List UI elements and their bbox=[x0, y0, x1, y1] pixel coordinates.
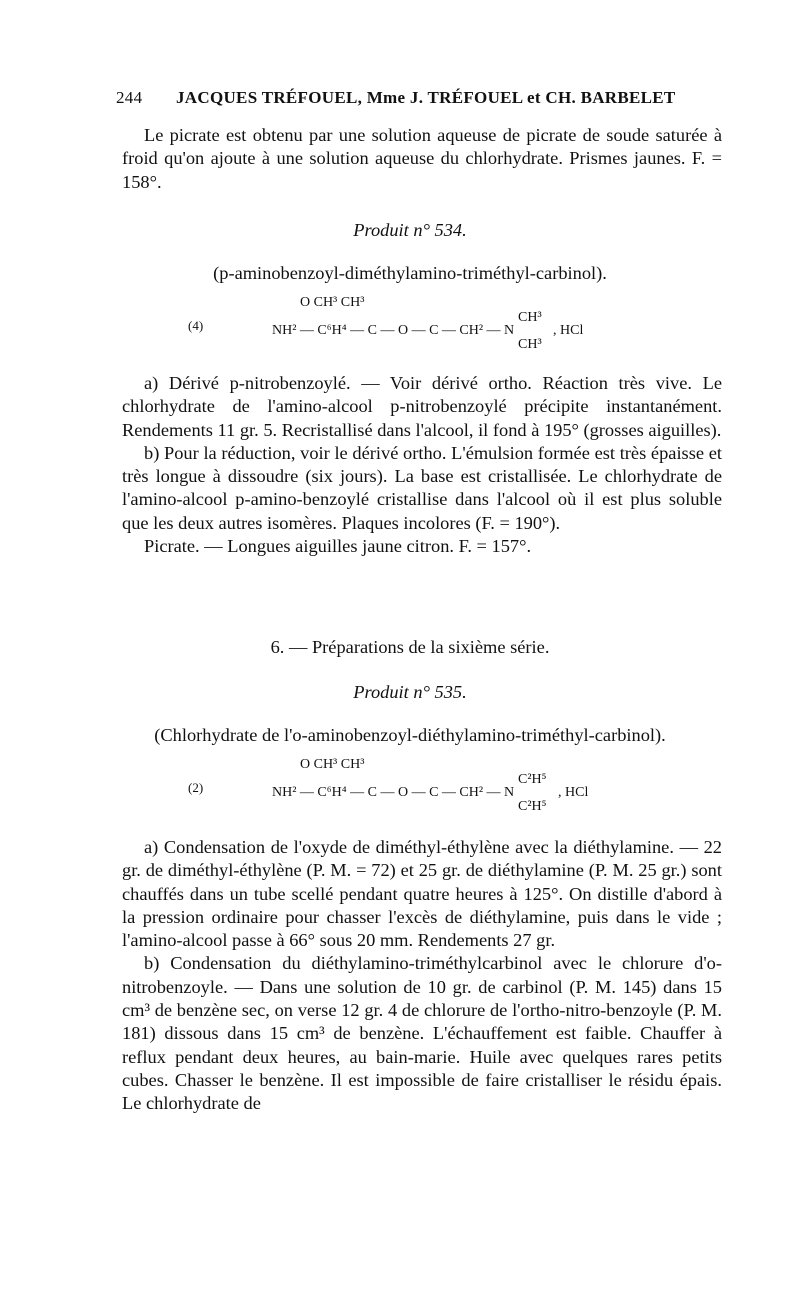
picrate-intro-paragraph: Le picrate est obtenu par une solution aqueuse de picrate de soude saturée à froid qu'on ajoute à une solution aqueuse du chlorhydrate. Prismes jaunes. F. = 158°. bbox=[122, 125, 722, 192]
product-535-para-a: a) Condensation de l'oxyde de diméthyl-éthylène avec la diéthylamine. — 22 gr. de diméthyl-éthylène (P. M. = 72) et 25 gr. de diéthylamine (P. M. 25 gr.) sont chauffés dans un tube scellé pendant quatre heures à 125°. On distille d'abord à la pression ordinaire pour chasser l'excès de diéthylamine, puis dans le vide ; l'amino-alcool passe à 66° sous 20 mm. Rendements 27 gr. bbox=[122, 837, 722, 951]
product-535-para-b: b) Condensation du diéthylamino-triméthylcarbinol avec le chlorure d'o-nitrobenzoyle. — Dans une solution de 10 gr. de carbinol (P. M. 145) dans 15 cm³ de benzène sec, on verse 12 gr. 4 de chlorure de l'ortho-nitro-benzoyle (P. M. 181) dissous dans 15 cm³ de benzène. L'échauffement est faible. Chauffer à reflux pendant deux heures, au bain-marie. Huile avec quelques rares petits cubes. Chasser le benzène. Il est impossible de faire cristalliser le résidu épais. Le chlorhydrate de bbox=[122, 953, 722, 1114]
formula-534-side-bottom: CH³ bbox=[518, 337, 542, 352]
product-534-name: (p-aminobenzoyl-diméthylamino-triméthyl-carbinol). bbox=[213, 263, 607, 283]
product-534-heading: Produit n° 534. bbox=[353, 220, 467, 240]
section-6-heading: 6. — Préparations de la sixième série. bbox=[270, 637, 550, 657]
formula-534 bbox=[188, 295, 680, 366]
formula-535-side-bottom: C²H⁵ bbox=[518, 799, 547, 814]
formula-535-number: (2) bbox=[188, 780, 204, 795]
product-534-para-a: a) Dérivé p-nitrobenzoylé. — Voir dérivé ortho. Réaction très vive. Le chlorhydrate de l'amino-alcool p-nitrobenzoylé précipite instantanément. Rendements 11 gr. 5. Recristallisé dans l'alcool, il fond à 195° (grosses aiguilles). bbox=[122, 373, 722, 440]
formula-535-main: NH² — C⁶H⁴ — C — O — C — CH² — N bbox=[272, 785, 515, 800]
running-header bbox=[116, 88, 686, 112]
running-title: JACQUES TRÉFOUEL, Mme J. TRÉFOUEL et CH. BARBELET bbox=[176, 88, 676, 107]
formula-534-number: (4) bbox=[188, 318, 204, 333]
formula-535-top: O CH³ CH³ bbox=[300, 757, 365, 772]
product-534-picrate: Picrate. — Longues aiguilles jaune citron. F. = 157°. bbox=[144, 536, 532, 557]
product-534-para-b: b) Pour la réduction, voir le dérivé ortho. L'émulsion formée est très épaisse et très longue à dissoudre (six jours). La base est cristallisée. Le chlorhydrate de l'amino-alcool p-amino-benzoylé cristallise dans l'alcool où il est plus soluble que les deux autres isomères. Plaques incolores (F. = 190°). bbox=[122, 442, 722, 533]
formula-534-main: NH² — C⁶H⁴ — C — O — C — CH² — N bbox=[272, 323, 515, 338]
formula-535 bbox=[188, 757, 680, 828]
product-535-heading: Produit n° 535. bbox=[353, 682, 467, 702]
formula-535-suffix: , HCl bbox=[558, 785, 589, 800]
formula-535-side-top: C²H⁵ bbox=[518, 772, 547, 787]
product-535-body bbox=[122, 836, 722, 1116]
product-535-name: (Chlorhydrate de l'o-aminobenzoyl-diéthylamino-triméthyl-carbinol). bbox=[154, 725, 666, 745]
formula-534-top: O CH³ CH³ bbox=[300, 295, 365, 310]
formula-534-side-top: CH³ bbox=[518, 310, 542, 325]
picrate-intro-block bbox=[122, 124, 722, 194]
formula-534-suffix: , HCl bbox=[553, 323, 584, 338]
product-534-body bbox=[122, 372, 722, 558]
page-number: 244 bbox=[116, 88, 143, 107]
